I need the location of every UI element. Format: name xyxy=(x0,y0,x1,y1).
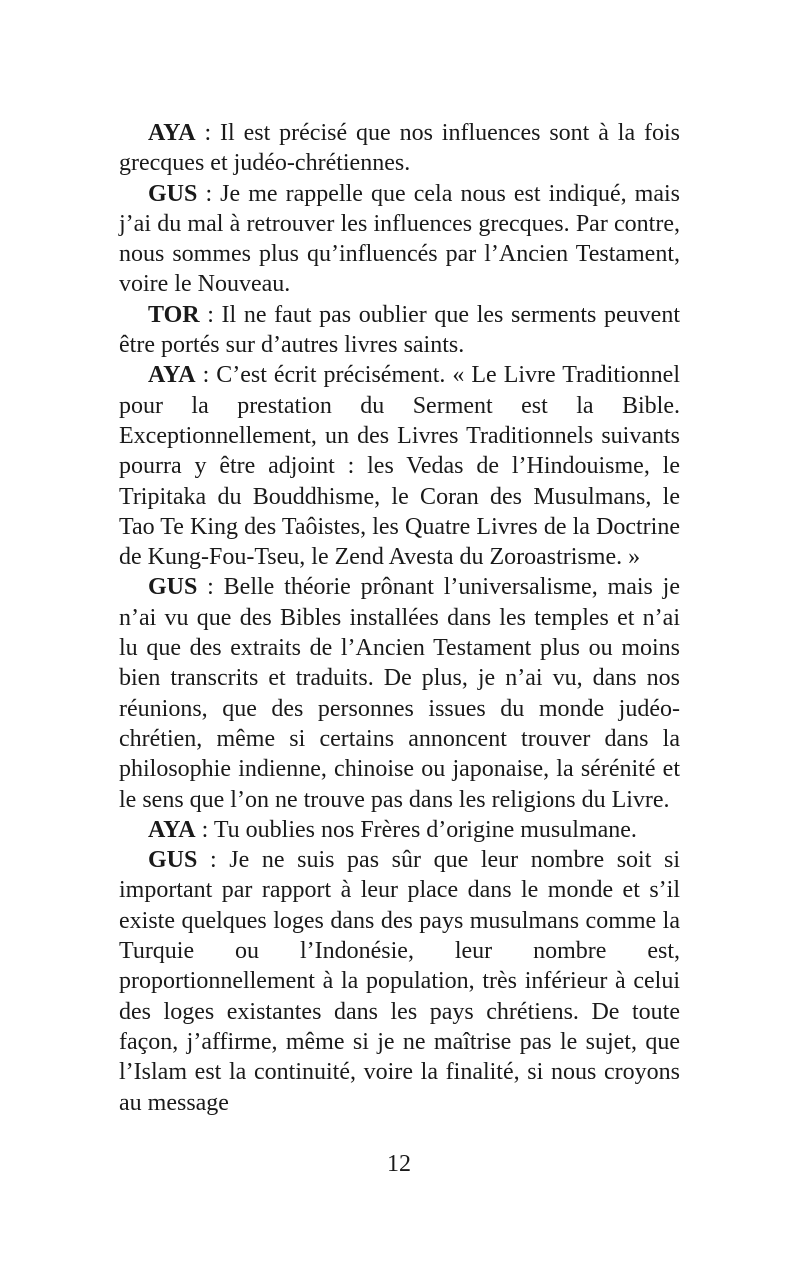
speaker-name: GUS xyxy=(148,180,198,207)
speaker-name: GUS xyxy=(148,574,198,601)
dialogue-paragraph xyxy=(119,300,680,361)
dialogue-text: : Je ne suis pas sûr que leur nombre soit si important par rapport à leur place dans le monde et s’il existe quelques loges dans des pays musulmans comme la Turquie ou l’Indonésie, leur nombre est, proportionnellement à la population, très inférieur à celui des loges existantes dans les pays chrétiens. De toute façon, j’affirme, même si je ne maîtrise pas le sujet, que l’Islam est la continuité, voire la finalité, si nous croyons au message xyxy=(119,847,680,1116)
speaker-name: TOR xyxy=(148,301,200,328)
dialogue-paragraph xyxy=(119,360,680,572)
dialogue-text: : Tu oublies nos Frères d’origine musulmane. xyxy=(195,816,637,843)
dialogue-text: : Il ne faut pas oublier que les serments peuvent être portés sur d’autres livres saints. xyxy=(119,301,680,359)
speaker-name: GUS xyxy=(148,847,198,874)
dialogue-paragraph xyxy=(119,845,680,1118)
dialogue-text: : C’est écrit précisément. « Le Livre Traditionnel pour la prestation du Serment est la Bible. Exceptionnellement, un des Livres Traditionnels suivants pourra y être adjoint : les Vedas de l’Hindouisme, le Tripitaka du Bouddhisme, le Coran des Musulmans, le Tao Te King des Taôistes, les Quatre Livres de la Doctrine de Kung-Fou-Tseu, le Zend Avesta du Zoroastrisme. » xyxy=(119,362,680,571)
dialogue-paragraph xyxy=(119,118,680,179)
dialogue-text: : Je me rappelle que cela nous est indiqué, mais j’ai du mal à retrouver les influences grecques. Par contre, nous sommes plus qu’influencés par l’Ancien Testament, voire le Nouveau. xyxy=(119,180,680,298)
dialogue-text: : Il est précisé que nos influences sont à la fois grecques et judéo-chrétiennes. xyxy=(119,120,680,177)
speaker-name: AYA xyxy=(148,362,196,389)
dialogue-paragraph xyxy=(119,815,680,845)
speaker-name: AYA xyxy=(148,120,196,146)
dialogue-paragraph xyxy=(119,179,680,300)
dialogue-paragraph xyxy=(119,572,680,814)
speaker-name: AYA xyxy=(148,816,196,843)
page-body xyxy=(119,118,680,1118)
page-number: 12 xyxy=(387,1151,411,1177)
dialogue-text: : Belle théorie prônant l’universalisme, mais je n’ai vu que des Bibles installées dans les temples et n’ai lu que des extraits de l’Ancien Testament plus ou moins bien transcrits et traduits. De plus, je n’ai vu, dans nos réunions, que des personnes issues du monde judéo-chrétien, même si certains annoncent trouver dans la philosophie indienne, chinoise ou japonaise, la sérénité et le sens que l’on ne trouve pas dans les religions du Livre. xyxy=(119,574,680,813)
